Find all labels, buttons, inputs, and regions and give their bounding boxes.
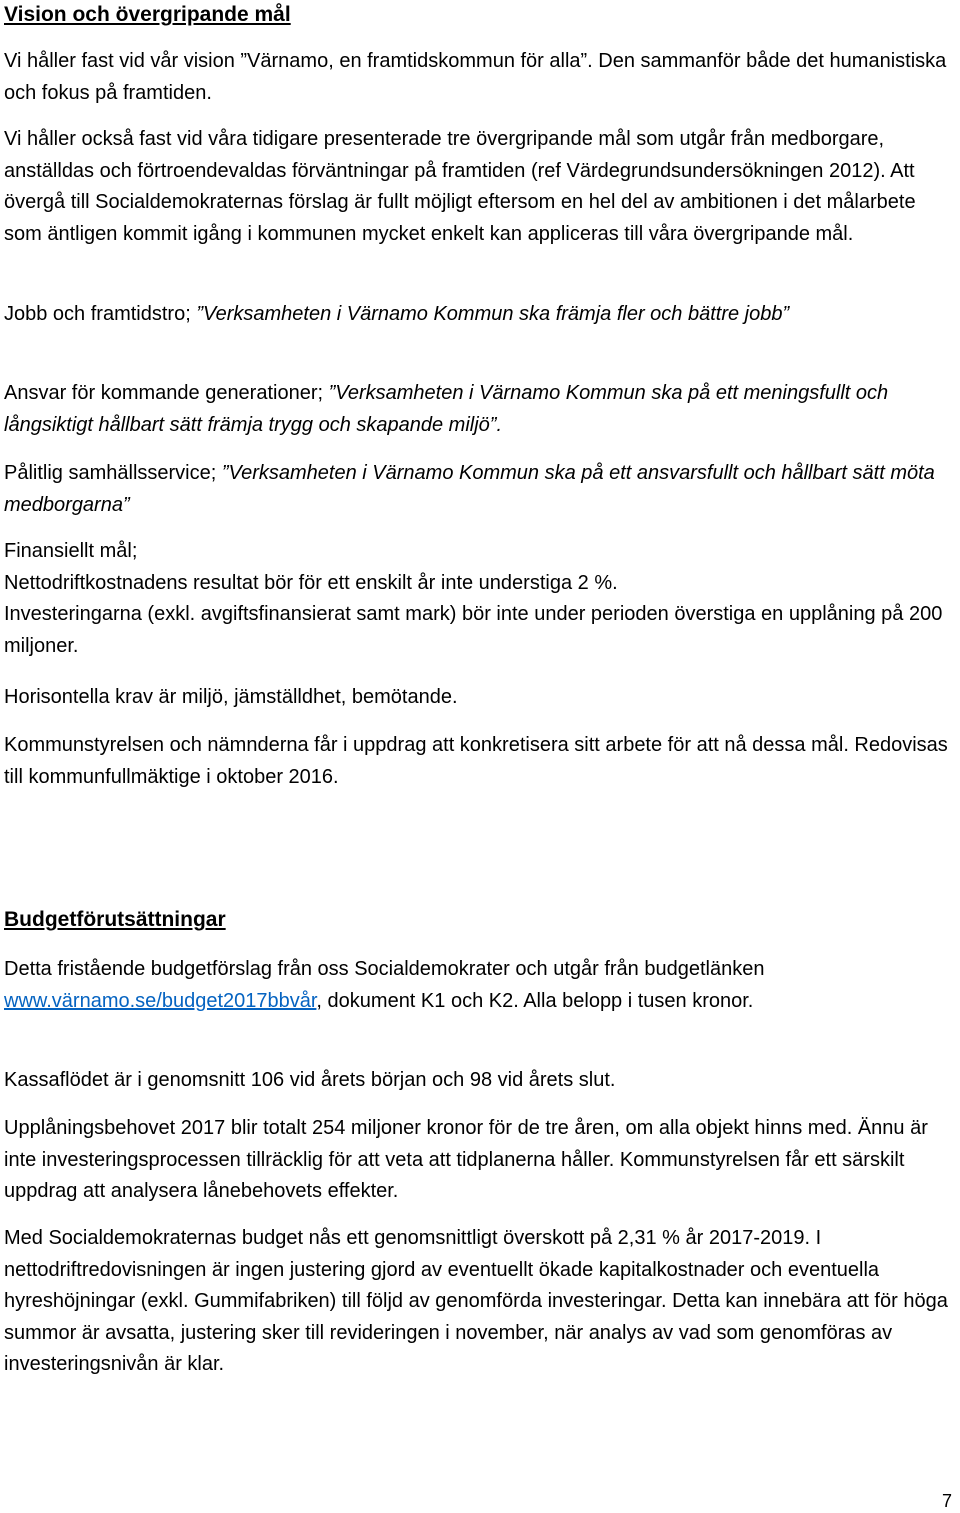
cashflow-paragraph: Kassaflödet är i genomsnitt 106 vid årets början och 98 vid årets slut.: [4, 1069, 616, 1091]
goal-generations: [4, 378, 956, 441]
budget-intro-before: Detta fristående budgetförslag från oss Socialdemokrater och utgår från budgetlänken: [4, 958, 765, 980]
goal-jobs-label: Jobb och framtidstro;: [4, 303, 197, 325]
goal-generations-text: ”Verksamheten i Värnamo Kommun ska på ett meningsfullt och långsiktigt hållbart sätt främja trygg och skapande miljö”.: [4, 382, 889, 436]
budget-intro: [4, 954, 956, 1017]
budget-link[interactable]: www.värnamo.se/budget2017bbvår: [4, 989, 317, 1012]
goal-jobs-text: ”Verksamheten i Värnamo Kommun ska främja fler och bättre jobb”: [196, 303, 790, 325]
vision-paragraph: Vi håller fast vid vår vision ”Värnamo, en framtidskommun för alla”. Den sammanför både det humanistiska och fokus på framtiden.: [4, 50, 947, 104]
goal-generations-label: Ansvar för kommande generationer;: [4, 382, 329, 404]
goal-service-label: Pålitlig samhällsservice;: [4, 462, 222, 484]
page-number: 7: [941, 1491, 952, 1511]
financial-goal-investments: Investeringarna (exkl. avgiftsfinansierat samt mark) bör inte under perioden överstiga en upplåning på 200 miljoner.: [4, 603, 943, 657]
financial-goal-net-cost: Nettodriftkostnadens resultat bör för ett enskilt år inte understiga 2 %.: [4, 571, 618, 594]
goal-service: [4, 458, 956, 521]
goal-jobs: [4, 299, 789, 331]
budget-intro-after: , dokument K1 och K2. Alla belopp i tusen kronor.: [316, 989, 754, 1012]
financial-goals: [4, 536, 956, 662]
goals-paragraph: Vi håller också fast vid våra tidigare presenterade tre övergripande mål som utgår från medborgare, anställdas och förtroendevaldas förväntningar på framtiden (ref Värdegrundsundersökningen 2012). Att övergå till Socialdemokraternas förslag är fullt möjligt eftersom en hel del av ambitionen i det målarbete som äntligen kommit igång i kommunen mycket enkelt kan appliceras till våra övergripande mål.: [4, 128, 916, 245]
section-heading-budget: Budgetförutsättningar: [4, 908, 226, 931]
financial-goal-heading: Finansiellt mål;: [4, 540, 138, 562]
horizontal-requirements: Horisontella krav är miljö, jämställdhet, bemötande.: [4, 686, 458, 708]
borrowing-paragraph: Upplåningsbehovet 2017 blir totalt 254 miljoner kronor för de tre åren, om alla objekt hinns med. Ännu är inte investeringsprocessen tillräcklig för att veta att tidplanerna håller. Kommunstyrelsen får ett särskilt uppdrag att analysera lånebehovets effekter.: [4, 1117, 928, 1202]
goal-service-text: ”Verksamheten i Värnamo Kommun ska på ett ansvarsfullt och hållbart sätt möta medborgarna”: [4, 462, 935, 516]
assignment-paragraph: Kommunstyrelsen och nämnderna får i uppdrag att konkretisera sitt arbete för att nå dessa mål. Redovisas till kommunfullmäktige i oktober 2016.: [4, 734, 948, 788]
section-heading-vision: Vision och övergripande mål: [4, 3, 291, 26]
surplus-paragraph: Med Socialdemokraternas budget nås ett genomsnittligt överskott på 2,31 % år 2017-2019. I nettodriftredovisningen är ingen justering gjord av eventuellt ökade kapitalkostnader och eventuella hyreshöjningar (exkl. Gummifabriken) till följd av genomförda investeringar. Detta kan innebära att för höga summor är avsatta, justering sker till revideringen i november, när analys av vad som genomföras av investeringsnivån är klar.: [4, 1227, 948, 1375]
